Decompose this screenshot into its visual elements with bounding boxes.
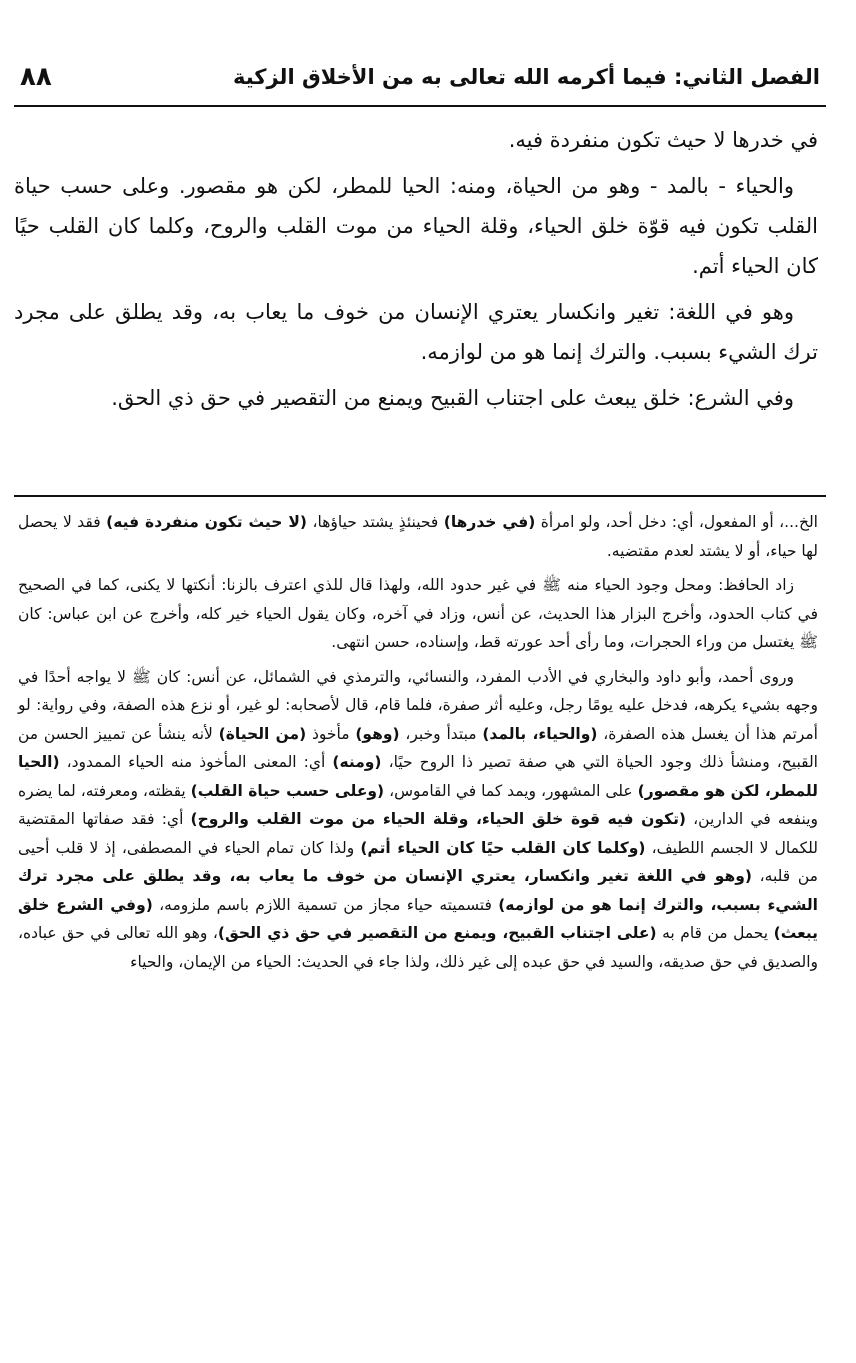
page-header: [20, 52, 820, 102]
main-paragraph: وفي الشرع: خلق يبعث على اجتناب القبيح ويمنع من التقصير في حق ذي الحق.: [111, 386, 794, 410]
quoted-phrase: (تكون فيه قوة خلق الحياء، وقلة الحياء من موت القلب والروح): [190, 810, 686, 828]
quoted-phrase: (وكلما كان القلب حيًا كان الحياء أتم): [360, 838, 646, 857]
commentary-text-run: يقظته، ومعرفته، لما يضره وينفعه في الدارين،: [18, 781, 818, 828]
main-paragraph: والحياء - بالمد - وهو من الحياة، ومنه: الحيا للمطر، لكن هو مقصور. وعلى حسب حياة القلب تكون فيه قوّة خلق الحياء، وقلة الحياء من موت القلب والروح، وكلما كان القلب حيًا كان الحياء أتم.: [14, 174, 818, 278]
quoted-phrase: (من الحياة): [218, 724, 307, 743]
quoted-phrase: (الحيا للمطر، لكن هو مقصور): [18, 753, 819, 800]
main-paragraph: في خدرها لا حيث تكون منفردة فيه.: [508, 128, 818, 152]
running-title: الفصل الثاني: فيما أكرمه الله تعالى به من الأخلاق الزكية: [232, 65, 820, 89]
quoted-phrase: (وفي الشرع خلق يبعث): [18, 895, 818, 942]
commentary-text-run: مأخوذ: [306, 724, 356, 743]
quoted-phrase: (وهو): [355, 724, 400, 743]
page-number: ٨٨: [20, 62, 52, 92]
quoted-phrase: (ومنه): [332, 753, 382, 771]
commentary-text-run: يحمل من قام به: [656, 924, 774, 942]
commentary-text-run: ولذا كان تمام الحياء في المصطفى، إذ لا قلب أحيى من قلبه،: [18, 838, 818, 885]
commentary-text-run: أي: فقد صفاتها المقتضية للكمال لا الجسم اللطيف،: [18, 810, 818, 857]
commentary-text-run: ، وهو الله تعالى في حق عباده، والصديق في حق صديقه، والسيد في حق عبده إلى غير ذلك، ولذا جاء في الحديث: الحياء من الإيمان، والحياء: [18, 924, 818, 971]
quoted-phrase: (على اجتناب القبيح، ويمنع من التقصير في حق ذي الحق): [217, 924, 657, 942]
commentary-text-run: وروى أحمد، وأبو داود والبخاري في الأدب المفرد، والنسائي، والترمذي في الشمائل، عن أنس: كان ﷺ لا يواجه أحدًا في وجهه بشيء يكرهه، فدخل عليه يومًا رجل، وعليه أثر صفرة، فلما قام، قال لأصحابه: لو غير، أو نزع هذه الصفة، وفي رواية: لو أمرتم هذا أن يغسل هذه الصفرة،: [18, 667, 818, 743]
footnote-rule: [14, 495, 826, 497]
commentary-text-run: الخ...، أو المفعول، أي: دخل أحد، ولو امرأة: [535, 513, 818, 531]
commentary-text: [18, 508, 818, 982]
quoted-phrase: (وعلى حسب حياة القلب): [190, 781, 385, 800]
main-text: [14, 120, 818, 424]
header-rule: [14, 105, 826, 107]
commentary-text-run: أي: المعنى المأخوذ منه الحياء الممدود،: [59, 753, 333, 771]
main-paragraph: وهو في اللغة: تغير وانكسار يعتري الإنسان من خوف ما يعاب به، وقد يطلق على مجرد ترك الشيء بسبب. والترك إنما هو من لوازمه.: [14, 300, 818, 364]
commentary-paragraph: زاد الحافظ: ومحل وجود الحياء منه ﷺ في غير حدود الله، ولهذا قال للذي اعترف بالزنا: أنكتها لا يكنى، كما في الصحيح في كتاب الحدود، وأخرج البزار هذا الحديث، عن أنس، وزاد في آخره، وكان يقول الحياء خير كله، وأخرج عن ابن عباس: كان ﷺ يغتسل من وراء الحجرات، وما رأى أحد عورته قط، وإسناده، حسن انتهى.: [18, 576, 818, 651]
commentary-text-run: فحينئذٍ يشتد حياؤها،: [307, 513, 444, 531]
commentary-text-run: مبتدأ وخبر،: [399, 724, 483, 743]
quoted-phrase: (وهو في اللغة تغير وانكسار، يعتري الإنسان من خوف ما يعاب به، وقد يطلق على مجرد ترك الشيء بسبب، والترك إنما هو من لوازمه): [18, 867, 818, 914]
quoted-phrase: (والحياء، بالمد): [482, 724, 598, 743]
commentary-text-run: لأنه ينشأ عن تمييز الحسن من القبيح، ومنشأ ذلك وجود الحياة التي هي صفة تصير ذا الروح حيًا،: [18, 724, 818, 771]
commentary-paragraph: [18, 508, 818, 565]
commentary-text-run: فتسميته حياء مجاز من تسمية اللازم باسم ملزومه،: [152, 895, 499, 914]
quoted-phrase: (في خدرها): [443, 513, 536, 531]
commentary-paragraph: [18, 663, 818, 977]
commentary-text-run: فقد لا يحصل لها حياء، أو لا يشتد لعدم مقتضيه.: [18, 513, 818, 560]
commentary-text-run: على المشهور، ويمد كما في القاموس،: [384, 781, 638, 800]
quoted-phrase: (لا حيث تكون منفردة فيه): [106, 513, 307, 531]
